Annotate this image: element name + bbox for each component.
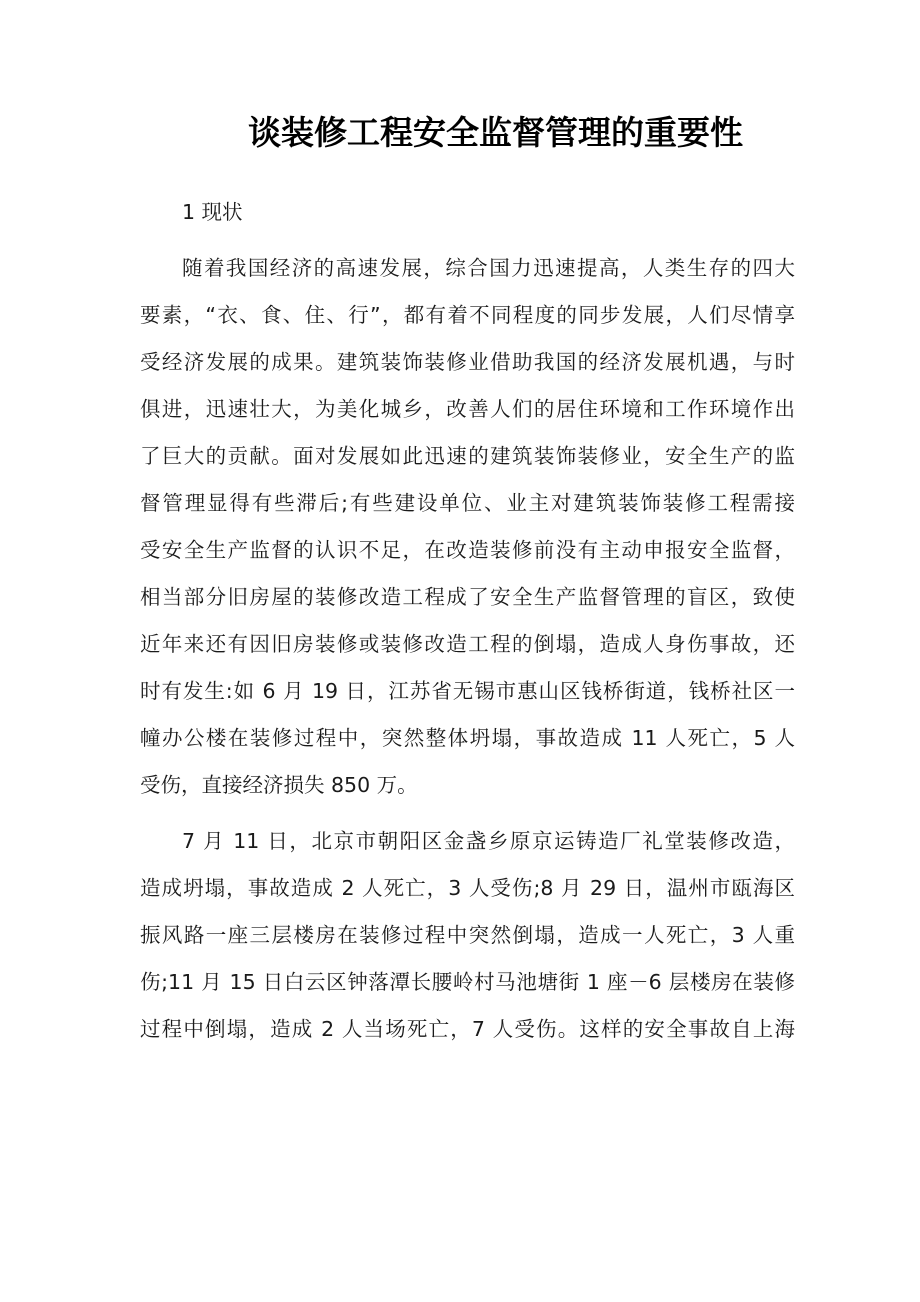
paragraph-2-line-3: 振风路一座三层楼房在装修过程中突然倒塌，造成一人死亡，3 人重 [140,923,795,947]
paragraph-1-line-9: 近年来还有因旧房装修或装修改造工程的倒塌，造成人身伤事故，还 [140,632,795,656]
paragraph-1-line-2: 要素，“衣、食、住、行”，都有着不同程度的同步发展，人们尽情享 [140,303,795,327]
paragraph-1-line-1: 随着我国经济的高速发展，综合国力迅速提高，人类生存的四大 [182,256,795,280]
paragraph-2-line-5: 过程中倒塌，造成 2 人当场死亡，7 人受伤。这样的安全事故自上海 [140,1017,795,1041]
paragraph-2-line-2: 造成坍塌，事故造成 2 人死亡，3 人受伤;8 月 29 日，温州市瓯海区 [140,876,795,900]
paragraph-1-line-10: 时有发生:如 6 月 19 日，江苏省无锡市惠山区钱桥街道，钱桥社区一 [140,679,795,703]
paragraph-1-line-7: 受安全生产监督的认识不足，在改造装修前没有主动申报安全监督， [140,538,795,562]
document-title: 谈装修工程安全监督管理的重要性 [248,113,743,152]
paragraph-1-line-4: 俱进，迅速壮大，为美化城乡，改善人们的居住环境和工作环境作出 [140,397,795,421]
paragraph-1-line-11: 幢办公楼在装修过程中，突然整体坍塌，事故造成 11 人死亡，5 人 [140,726,795,750]
paragraph-2-line-4: 伤;11 月 15 日白云区钟落潭长腰岭村马池塘街 1 座－6 层楼房在装修 [140,970,795,994]
paragraph-1-line-8: 相当部分旧房屋的装修改造工程成了安全生产监督管理的盲区，致使 [140,585,795,609]
paragraph-1-line-12: 受伤，直接经济损失 850 万。 [140,773,418,797]
section-heading: 1 现状 [182,200,243,224]
paragraph-2-line-1: 7 月 11 日，北京市朝阳区金盏乡原京运铸造厂礼堂装修改造， [182,829,795,853]
paragraph-1-line-5: 了巨大的贡献。面对发展如此迅速的建筑装饰装修业，安全生产的监 [140,444,795,468]
paragraph-1-line-3: 受经济发展的成果。建筑装饰装修业借助我国的经济发展机遇，与时 [140,350,795,374]
paragraph-1-line-6: 督管理显得有些滞后;有些建设单位、业主对建筑装饰装修工程需接 [140,491,795,515]
